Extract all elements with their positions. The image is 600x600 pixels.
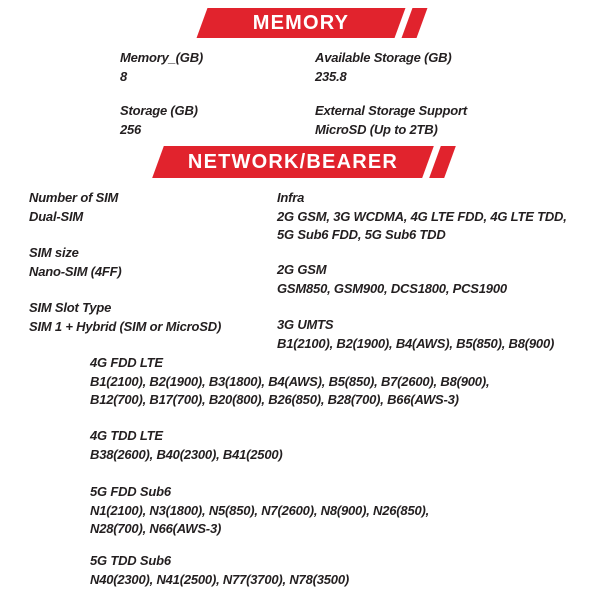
field-label: 5G FDD Sub6 bbox=[90, 484, 171, 499]
field-available-storage bbox=[315, 49, 451, 86]
field-label: External Storage Support bbox=[315, 103, 467, 118]
field-value: 235.8 bbox=[315, 68, 347, 84]
field-value: 5G Sub6 FDD, 5G Sub6 TDD bbox=[277, 227, 446, 242]
network-section-title: NETWORK/BEARER bbox=[187, 150, 399, 173]
field-label: 4G FDD LTE bbox=[90, 355, 163, 370]
field-value: SIM 1 + Hybrid (SIM or MicroSD) bbox=[29, 318, 222, 334]
field-label: 2G GSM bbox=[277, 262, 327, 277]
field-value: B12(700), B17(700), B20(800), B26(850), B28(700), B66(AWS-3) bbox=[90, 392, 459, 407]
field-label: Number of SIM bbox=[29, 190, 119, 205]
field-4g-tdd-lte bbox=[90, 427, 283, 464]
field-4g-fdd-lte bbox=[90, 354, 489, 410]
field-value: B1(2100), B2(1900), B4(AWS), B5(850), B8(900) bbox=[277, 335, 555, 351]
field-value: B1(2100), B2(1900), B3(1800), B4(AWS), B5(850), B7(2600), B8(900), bbox=[90, 373, 490, 389]
field-label: Available Storage (GB) bbox=[315, 50, 452, 65]
field-label: SIM size bbox=[29, 245, 79, 260]
field-infra bbox=[277, 189, 567, 245]
field-memory-gb bbox=[120, 49, 203, 86]
field-value: 8 bbox=[120, 68, 128, 84]
field-storage-gb bbox=[120, 102, 198, 139]
field-value: N1(2100), N3(1800), N5(850), N7(2600), N8(900), N26(850), bbox=[90, 502, 430, 518]
field-label: Infra bbox=[277, 190, 305, 205]
memory-section-banner bbox=[202, 8, 434, 38]
field-sim-size bbox=[29, 244, 122, 281]
field-sim-slot-type bbox=[29, 299, 221, 336]
field-value: MicroSD (Up to 2TB) bbox=[315, 121, 438, 137]
memory-section-title: MEMORY bbox=[252, 11, 350, 34]
memory-banner-ribbon-sliver bbox=[402, 8, 428, 38]
field-value: N40(2300), N41(2500), N77(3700), N78(3500) bbox=[90, 571, 349, 587]
field-label: 4G TDD LTE bbox=[90, 428, 163, 443]
field-value: GSM850, GSM900, DCS1800, PCS1900 bbox=[277, 280, 507, 296]
field-value: Dual-SIM bbox=[29, 208, 84, 224]
field-5g-fdd-sub6 bbox=[90, 483, 429, 539]
field-value: 256 bbox=[120, 121, 142, 137]
network-banner-ribbon-sliver bbox=[429, 146, 456, 178]
field-value: B38(2600), B40(2300), B41(2500) bbox=[90, 446, 283, 462]
field-value: 2G GSM, 3G WCDMA, 4G LTE FDD, 4G LTE TDD, bbox=[277, 208, 567, 224]
field-number-of-sim bbox=[29, 189, 118, 226]
field-label: 3G UMTS bbox=[277, 317, 334, 332]
field-value: N28(700), N66(AWS-3) bbox=[90, 521, 222, 536]
network-section-banner bbox=[158, 146, 454, 178]
field-external-storage bbox=[315, 102, 467, 139]
field-label: Memory_(GB) bbox=[120, 50, 204, 65]
field-2g-gsm bbox=[277, 261, 507, 298]
field-value: Nano-SIM (4FF) bbox=[29, 263, 122, 279]
field-label: Storage (GB) bbox=[120, 103, 198, 118]
field-label: 5G TDD Sub6 bbox=[90, 553, 171, 568]
field-5g-tdd-sub6 bbox=[90, 552, 349, 589]
field-3g-umts bbox=[277, 316, 554, 353]
field-label: SIM Slot Type bbox=[29, 300, 112, 315]
